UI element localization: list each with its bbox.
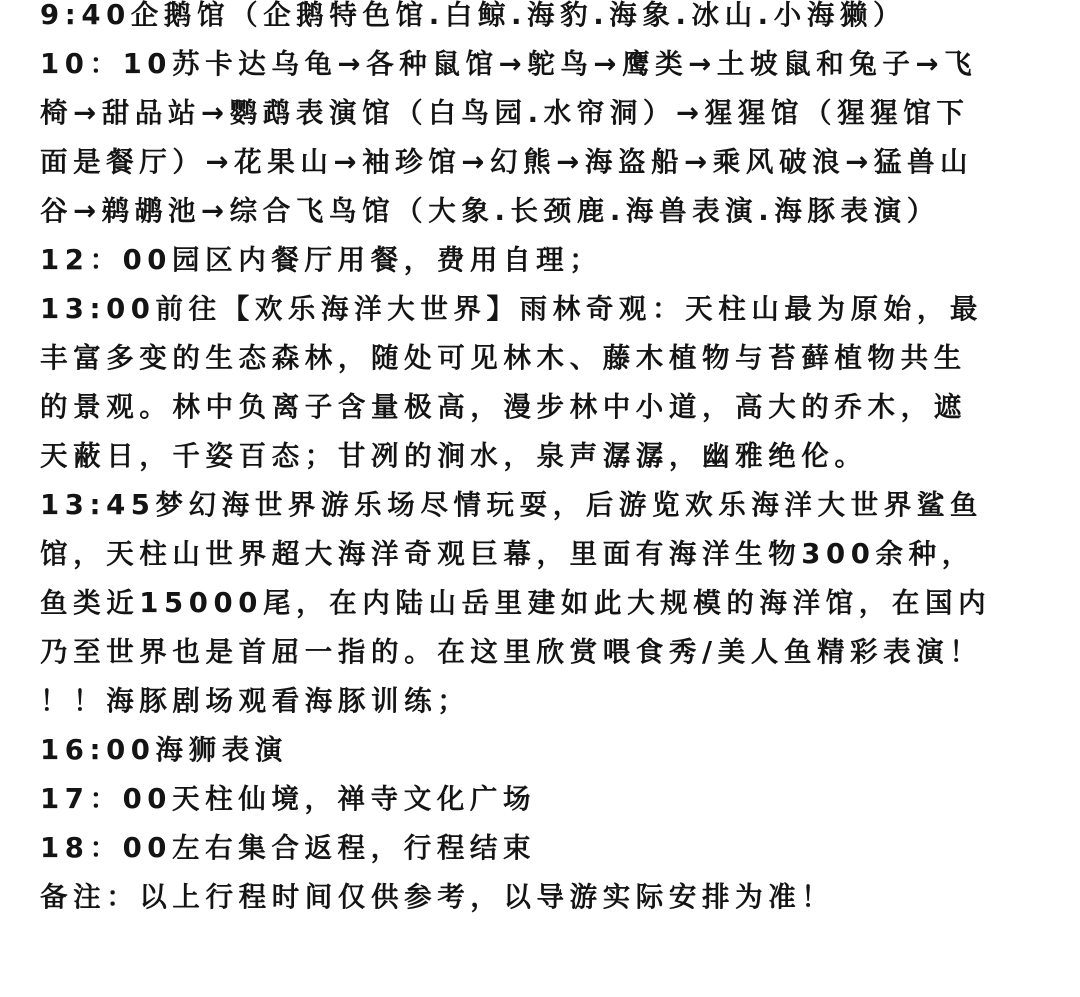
itinerary-line: 面是餐厅）→花果山→袖珍馆→幻熊→海盗船→乘风破浪→猛兽山 [40, 146, 974, 178]
itinerary-line: 乃至世界也是首屈一指的。在这里欣赏喂食秀/美人鱼精彩表演！ [40, 636, 983, 668]
itinerary-note: 备注：以上行程时间仅供参考，以导游实际安排为准！ [40, 881, 835, 913]
itinerary-line: 17：00天柱仙境，禅寺文化广场 [40, 783, 537, 815]
itinerary-line: 18：00左右集合返程，行程结束 [40, 832, 537, 864]
itinerary-line: 天蔽日，千姿百态；甘冽的涧水，泉声潺潺，幽雅绝伦。 [40, 440, 868, 472]
itinerary-line: 谷→鹈鹕池→综合飞鸟馆（大象.长颈鹿.海兽表演.海豚表演） [40, 195, 940, 227]
itinerary-line: 丰富多变的生态森林，随处可见林木、藤木植物与苔藓植物共生 [40, 342, 967, 374]
itinerary-line: 12：00园区内餐厅用餐，费用自理； [40, 244, 603, 276]
itinerary-line: 16:00海狮表演 [40, 734, 288, 766]
itinerary-line: 13:00前往【欢乐海洋大世界】雨林奇观：天柱山最为原始，最 [40, 293, 984, 325]
itinerary-line: ！！海豚剧场观看海豚训练； [40, 685, 471, 717]
itinerary-line: 馆，天柱山世界超大海洋奇观巨幕，里面有海洋生物300余种， [40, 538, 975, 570]
itinerary-line: 13:45梦幻海世界游乐场尽情玩耍，后游览欢乐海洋大世界鲨鱼 [40, 489, 984, 521]
itinerary-line: 的景观。林中负离子含量极高，漫步林中小道，高大的乔木，遮 [40, 391, 967, 423]
itinerary-text [40, 0, 1070, 922]
itinerary-line: 鱼类近15000尾，在内陆山岳里建如此大规模的海洋馆，在国内 [40, 587, 992, 619]
itinerary-line: 9:40企鹅馆（企鹅特色馆.白鲸.海豹.海象.冰山.小海獭） [40, 0, 907, 31]
itinerary-line: 椅→甜品站→鹦鹉表演馆（白鸟园.水帘洞）→猩猩馆（猩猩馆下 [40, 97, 970, 129]
itinerary-line: 10：10苏卡达乌龟→各种鼠馆→鸵鸟→鹰类→土坡鼠和兔子→飞 [40, 48, 978, 80]
